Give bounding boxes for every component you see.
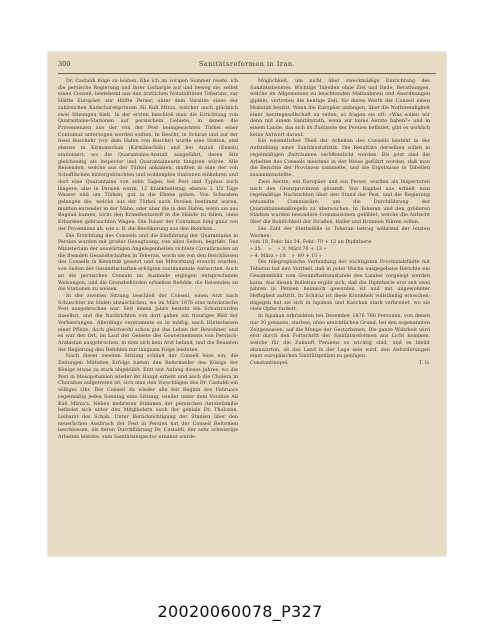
running-title: Sanitätsreformen in Iran. — [198, 60, 296, 68]
image-caption: 20020060078_P327 — [157, 602, 323, 621]
page-header — [58, 60, 436, 72]
paragraph: Die telegraphische Verbindung der wichtigsten Provinzialstädte mit Teheran hat den Vortheil, daß in jeder Woche ausgegebene Berichte ein Gesammtbild vom Gesundheitszustande des Landes vorgelegt werden kann. Aus diesen Bulletins ergibt sich, daß die Diphtherie erst seit zwei Jahren in Persien heimisch geworden ist und mit ungewohnter Heftigkeit auftritt. In Schiraz ist diese Krankheit vollständig erloschen; dagegen hat sie sich in Ispahan und Kaschan stark verbreitet, wo sie viele Opfer fordert. — [250, 259, 430, 313]
paragraph: Dr. Castaldi folge zu leisten. Ehe ich im vorigen Sommer reiste, ich die persische Regierung und ihrer Lethargie auf und bewog sie, selbst einen Conseil, bestehend aus den ärztlichen Notabilitäten Teherans, zur Hälfte Europäer, zur Hälfte Perser, unter dem Vorsitze eines der zahlreichen Kadscharenprinzen Ali Kuli Mirza, welcher auch glücklich zwei Sitzungen hielt. In der ersten beschloß man die Errichtung von Quarantaine-Stationen auf persischem Gebiete, in denen die Provenienzen aus der von der Pest heimgesuchten Türkei einer Contumaz unterzogen werden sollten. In Rescht, in Schiras und auf der Insel Buschehr (vor dem Hafen von Buschir) wurde eine Station, und ebenso in Kirmanschah (Kirmânschâh) und bei Anzali (Enzeli) stationiert, wo die Quarantaine-Anstalt ausgeführt, deren Sitz gleichzeitig als Inspector und Quarantaineartz fungiren würde. Alle Reisenden, welche aus der Türkei ankamen, mußten in eine der von Schafflächen hintergebrachten und wohlenpfen Stationen einkehren und dort eine Quarantaine von zehn Tagen, bei Pest und Typhus auch längere, also in Persien warm, 12 Krankheitstag, ebenso 2 1/2 Tage Wasser und um Türken, gut in die Ebene gehen. Von Schwaben gelangen die, welche aus der Türkei nach Persien bestimmt waren, mußten entweder in der Nähe, oder aber die in den Hafen, wenn sie aus Bagdad kamen, nicht den Krankheitsstoff in die Hände zu fallen, ohne Erbarmen gebrauchten Wagen. Die Dauer der Contumaz hing ganz von der Provenienz ab, wie z. B. die Bevölkerung aus den Bezirken... — [58, 78, 238, 232]
paragraph: In der zweiten Sitzung beschloß der Conseil, einen Arzt nach Schuschter im Süden abzuschicken, wo im März 1876 eine mörderische Pest ausgebrochen war. Seit einem Jahre besteht ein Schutzcordon daselbst, und die Nachrichten von dort gaben ein trauriges Bild der Verheerungen. Allerdings verstummte es in mäßig, nach Hinterlassen einer Pfütze, doch gleichwohl schon gut das Leben der Bewohner, und es war der Ort, im Lauf der Gebiete des Gouvernements von Persisch-Arabistan ausgebrochen, in dem sich kein Arzt befand, und die Beamten der Regierung den Befehlen nur langsam Folge leisteten. — [58, 293, 238, 353]
paragraph: In Ispahan erkrankten bei Dezember 1876 760 Personen, von denen nur 30 genasen, starben, ohne ersichtlichen Grund, bei den sogenannten Zeitgenossen, auf die Menge der Gestorbenen. Die ganze Wahrheit wird erst durch den Fortschritt der Sanitätsreformen ans Licht kommen, welche für die Zukunft Persiens so wichtig sind, und es bleibt abzuwarten, ob das Land in der Lage sein wird, den Anforderungen einer europäischen Sanitätspolizei zu genügen. — [250, 313, 430, 360]
paragraph: Ein wesentlicher Theil der Arbeiten des Conseils besteht in der Aufstellung einer Sanitätsstatistik. Die Resultate derselben sollen in regelmäßigen Zeiträumen veröffentlicht werden. Bis jetzt sind die Arbeiten des Conseils meistens in der Weise geführt worden, daß man die Berichte der Provinzen sammelte, und die Ergebnisse in Tabellen zusammenstellte. — [250, 138, 430, 179]
left-column — [58, 78, 238, 546]
signature-line — [250, 360, 430, 367]
page-number: 300 — [58, 60, 71, 68]
paragraph: Nach dieser zweiten Sitzung schließ der Conseil leise ein; die Zeitungen Mitteilen Erfolgs hatten den Reformeifer des Königs der Könige etwas zu stark abgekühlt. Erst seit Anfang dieses Jahres, wo die Pest in Mesopotamien wieder ihr Haupt erhebt und auch die Cholera in Choraßan aufgetreten ist, sich man den Vorschlägen des Dr. Castaldi ein williges Ohr. Der Conseil da wieder alle feit Beginn des Februars regelmäßig jeden Sonntag eine Sitzung, wieder unter dem Vorsitze Ali Kuli Mirza's. Neben mehreren Stimmen der persischen Aerztefamilie befindet sich unter den Mitgliedern auch der geniale Dr. Tholozan, Leibarzt des Schah. Unter Berücksichtigung der Studien über den neuerlichen Ausbruch der Pest in Persien hat der Conseil Reformen beschlossen, als deren Durchführung Dr. Castaldi, der sehr schwierige Arbeiten leistete, zum Sanitätsinspector ernannt wurde. — [58, 353, 238, 441]
signature-initials: T. O. — [419, 360, 430, 367]
paragraph: Die Errichtung des Conseils und die Einführung der Quarantaine in Persien wurden mit großer Genugtuung, von allen Seiten, begrüßt. Das Ministerium der auswärtigen Angelegenheiten richtete Circulärnoten an die fremden Gesandtschaften in Teheran, worin sie von den Beschlüssen des Conseils in Kenntniß gesetzt und um Mitwirkung ersucht wurden; von Seiten der Gesandtschaften erfolgten zustimmende Antworten. Auch an die persischen Consuln im Auslande ergingen entsprechende Weisungen, und die Grenzbehörden erhielten Befehle, die Reisenden an die Stationen zu weisen. — [58, 232, 238, 293]
document-page — [48, 52, 446, 556]
mortality-table-row: » 4. März » 10. » 69 + 15 » — [250, 252, 322, 259]
right-column — [250, 78, 430, 546]
paragraph: Möglichkeit, um nicht über zweckmäßige Einrichtung des Sanitätsdienstes. Wichtige Tabellen ohne Ziel und Ende, Berathungen, welche im Allgemeinen zu beachtenden Maßnahmen und Anordnungen gipfeln, vertreten die heutige Zeit, für deren Werth der Conseil einen Maßstab besitzt. Wenn die Europäer anfangen, über die Nothwendigkeit einer Aerztegesellschaft zu reden, so fragen sie oft: »Was sollen wir denn mit einem Sanitätsrath, wenn wir keine Aerzte haben?« und in einem Lande, das sich im Zustande der Persien befindet, gibt es wirklich keine Antwort darauf. — [250, 78, 430, 138]
paragraph: Zwei Aerzte, ein Europäer und ein Perser, wurden als Inspectoren nach den Grenzprovinzen gesandt. Von Bagdad aus erhielt man regelmäßige Nachrichten über den Stand der Pest, und die Regierung entsandte Commissäre, um die Durchführung der Quarantainemaßregeln zu überwachen. In Teheran und den größeren Städten wurden besondere Commissionen gebildet, welche die Aufsicht über die Reinlichkeit der Straßen, Bäder und Brunnen führen sollen. — [250, 178, 430, 226]
paragraph: Die Zahl der Sterbefälle in Teheran betrug während der letzten Wochen: — [250, 225, 430, 239]
header-rule — [58, 73, 436, 74]
mortality-table-row: vom 18. Febr. bis 24. Febr. 79 + 12 an Diphtherie — [250, 239, 372, 246]
mortality-table-row: » 25. » » 3. März 76 + 13 » — [250, 245, 327, 252]
signature-place: Constantinopel. — [250, 360, 289, 367]
